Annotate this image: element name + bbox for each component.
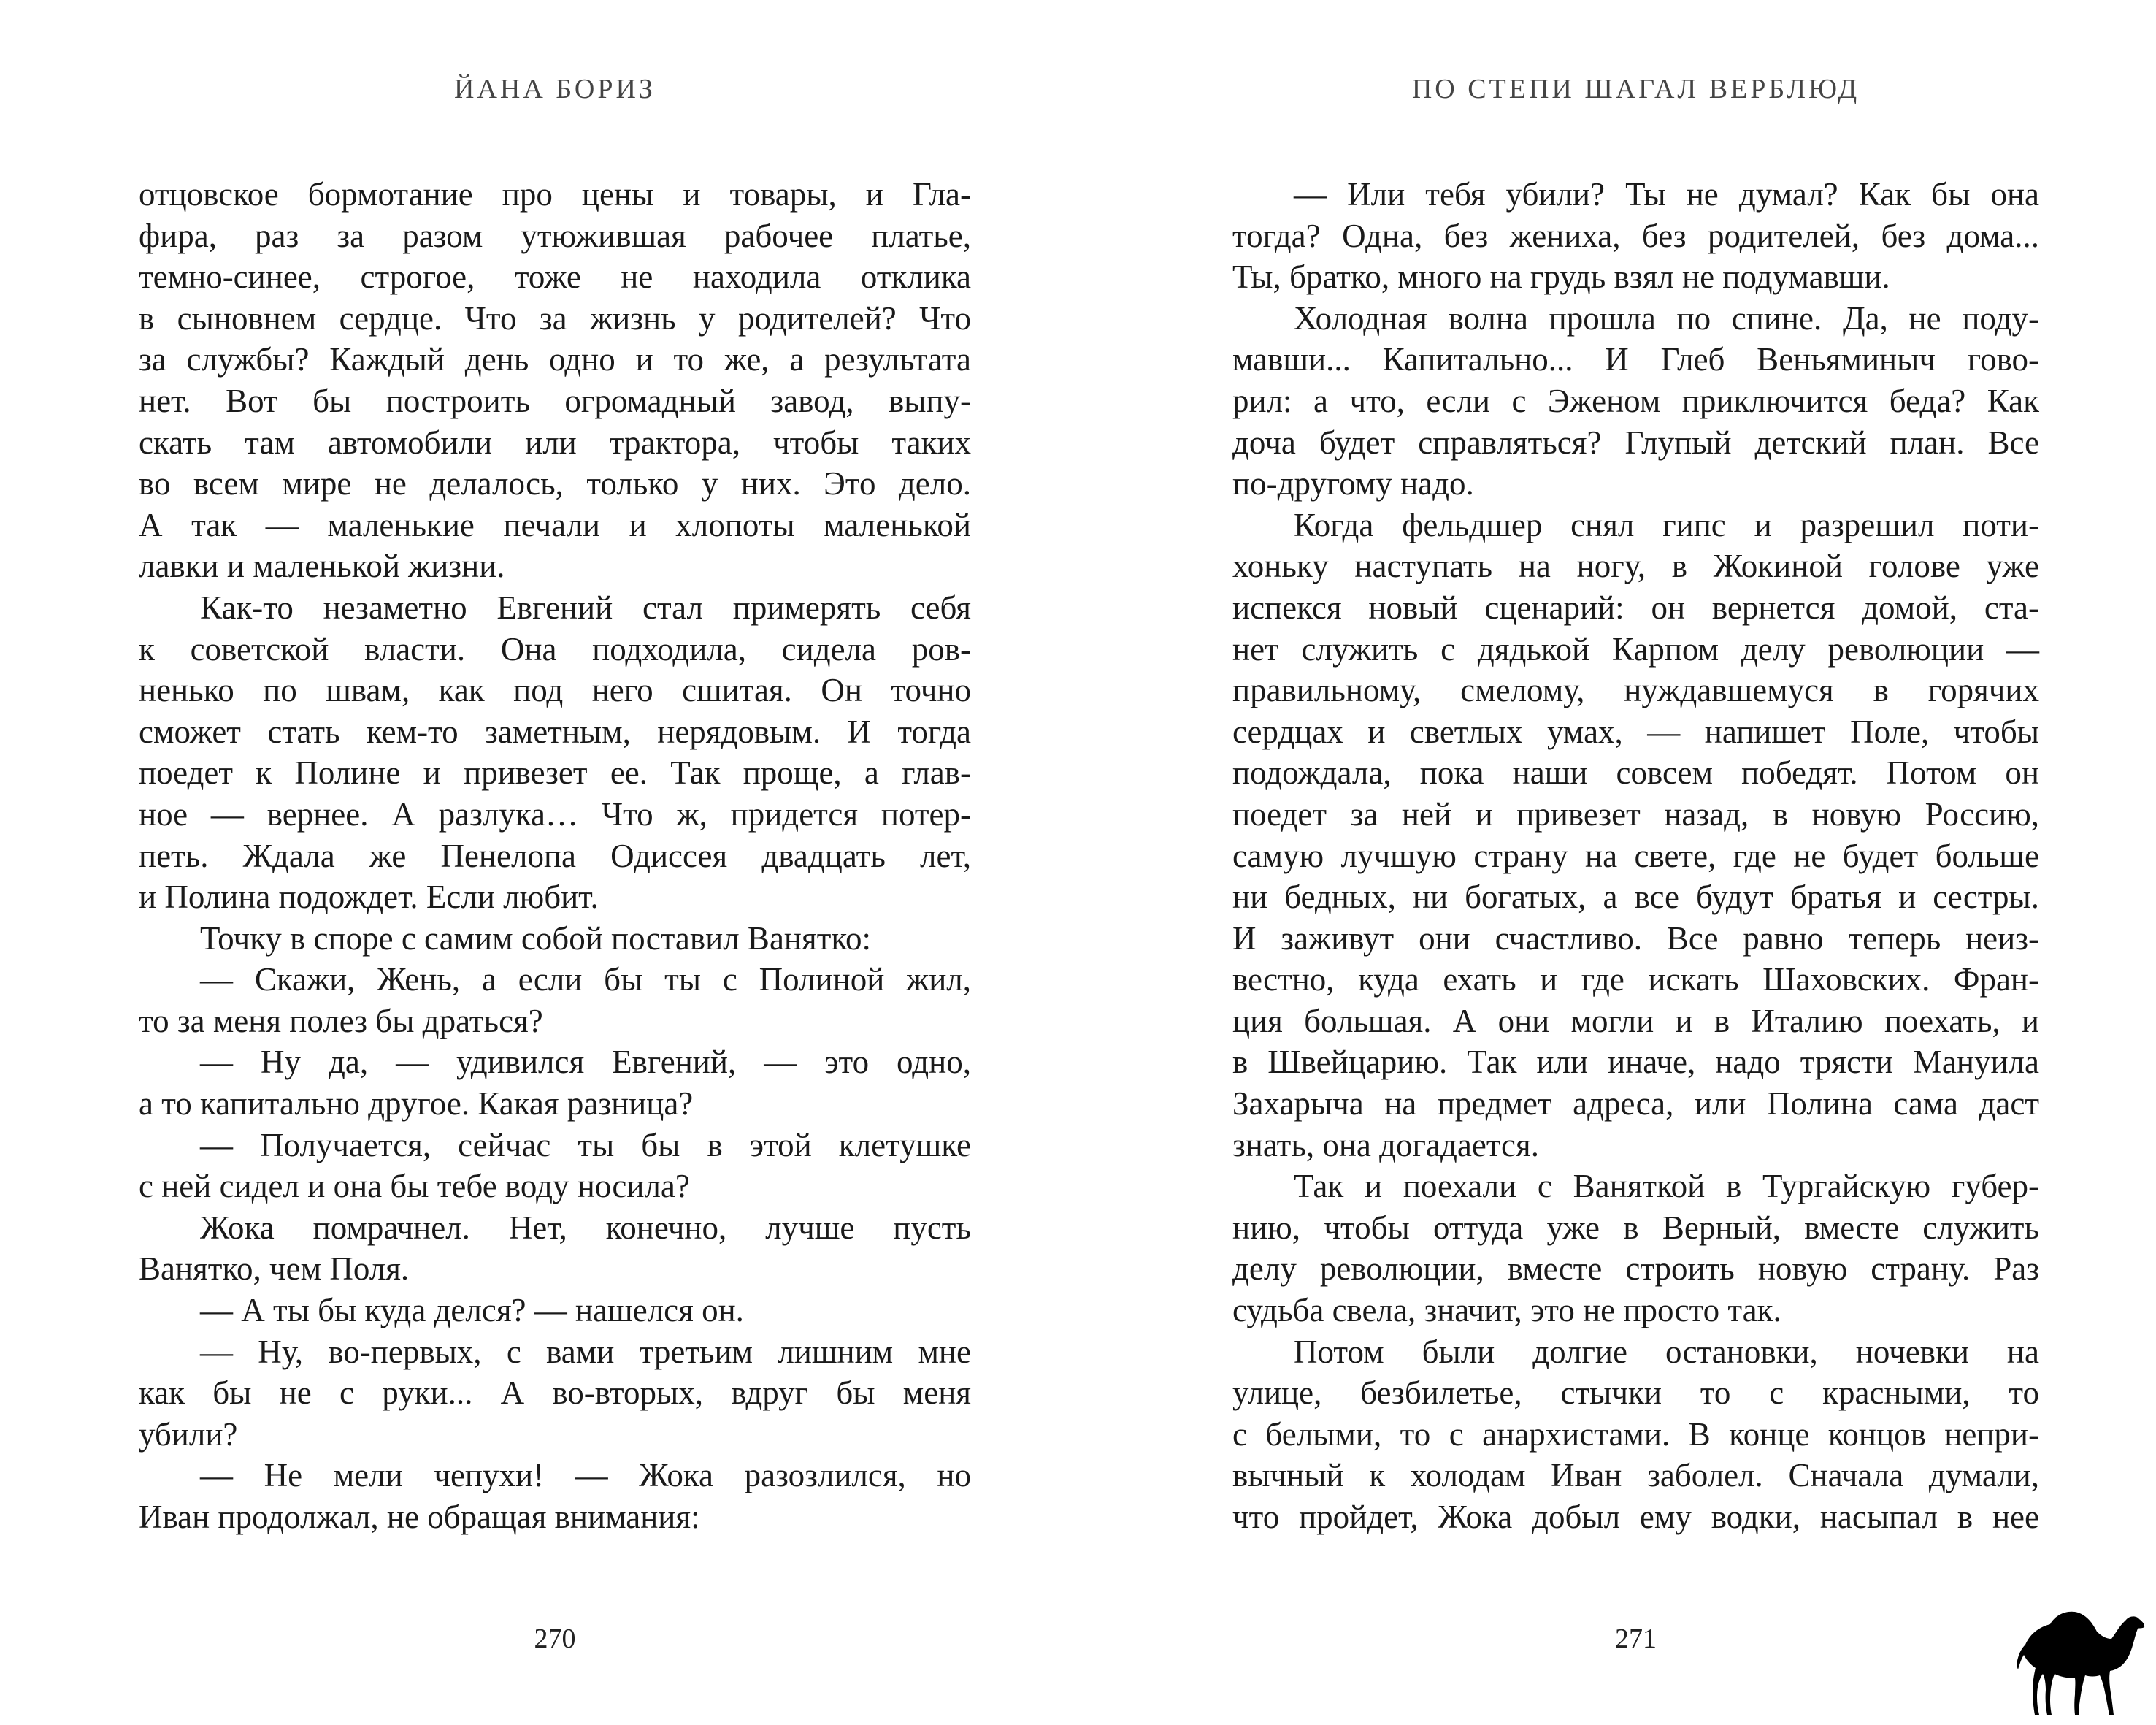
text-line: мавши... Капитально... И Глеб Веньяминыч гово-: [1232, 341, 2039, 378]
text-line: — Ну, во-первых, с вами третьим лишним мне: [200, 1333, 971, 1370]
text-line: ное — вернее. А разлука… Что ж, придется потер-: [139, 795, 971, 833]
text-line: по-другому надо.: [1232, 465, 1474, 502]
text-line: вычный к холодам Иван заболел. Сначала думали,: [1232, 1457, 2039, 1494]
text-line: подождала, пока наши совсем победят. Потом он: [1232, 754, 2039, 792]
text-line: Как-то незаметно Евгений стал примерять себя: [200, 589, 971, 626]
text-line: Холодная волна прошла по спине. Да, не поду-: [1294, 299, 2039, 337]
text-line: нет служить с дядькой Карпом делу революции —: [1232, 630, 2039, 668]
right-page-body: [1232, 174, 2039, 1538]
text-line: тогда? Одна, без жениха, без родителей, без дома...: [1232, 217, 2039, 254]
text-line: — Ну да, — удивился Евгений, — это одно,: [200, 1044, 971, 1081]
text-line: Когда фельдшер снял гипс и разрешил поти-: [1294, 506, 2039, 543]
text-line: Потом были долгие остановки, ночевки на: [1294, 1333, 2039, 1370]
camel-silhouette-icon: [2009, 1607, 2148, 1716]
text-line: с ней сидел и она бы тебе воду носила?: [139, 1168, 690, 1205]
text-line: к советской власти. Она подходила, сидела ров-: [139, 630, 971, 668]
text-line: нию, чтобы оттуда уже в Верный, вместе служить: [1232, 1209, 2039, 1246]
text-line: за службы? Каждый день одно и то же, а результата: [139, 341, 971, 378]
text-line: делу революции, вместе строить новую страну. Раз: [1232, 1250, 2039, 1288]
text-line: лавки и маленькой жизни.: [139, 548, 505, 585]
text-line: как бы не с руки... А во-вторых, вдруг бы меня: [139, 1374, 971, 1412]
text-line: темно-синее, строгое, тоже не находила отклика: [139, 259, 971, 296]
text-line: испекся новый сценарий: он вернется домой, ста-: [1232, 589, 2039, 626]
text-line: убили?: [139, 1415, 238, 1453]
text-line: петь. Ждала же Пенелопа Одиссея двадцать лет,: [139, 837, 971, 874]
text-line: Захарыча на предмет адреса, или Полина сама даст: [1232, 1085, 2039, 1122]
text-line: скать там автомобили или трактора, чтобы таких: [139, 424, 971, 461]
text-line: поедет за ней и привезет назад, в новую Россию,: [1232, 795, 2039, 833]
text-line: хоньку наступать на ногу, в Жокиной голове уже: [1232, 548, 2039, 585]
camel-body: [2017, 1612, 2145, 1715]
page-number-right: 271: [1615, 1623, 1657, 1654]
text-line: судьба свела, значит, это не просто так.: [1232, 1292, 1781, 1329]
left-page: [139, 0, 971, 1725]
text-line: знать, она догадается.: [1232, 1126, 1539, 1163]
text-line: Так и поехали с Ваняткой в Тургайскую губер-: [1294, 1168, 2039, 1205]
left-page-body: [139, 174, 971, 1538]
text-line: во всем мире не делалось, только у них. Это дело.: [139, 465, 971, 502]
text-line: А так — маленькие печали и хлопоты маленькой: [139, 506, 971, 543]
text-line: Ванятко, чем Поля.: [139, 1250, 410, 1288]
text-line: Иван продолжал, не обращая внимания:: [139, 1499, 700, 1535]
text-line: то за меня полез бы драться?: [139, 1002, 543, 1039]
text-line: правильному, смелому, нуждавшемуся в горячих: [1232, 672, 2039, 709]
text-line: ненько по швам, как под него сшитая. Он точно: [139, 672, 971, 709]
text-line: с белыми, то с анархистами. В конце концов непри-: [1232, 1415, 2039, 1453]
text-line: доча будет справляться? Глупый детский план. Все: [1232, 424, 2039, 461]
text-line: и Полина подождет. Если любит.: [139, 879, 599, 916]
text-line: — А ты бы куда делся? — нашелся он.: [200, 1292, 744, 1329]
text-line: отцовское бормотание про цены и товары, и Гла-: [139, 176, 971, 213]
text-line: улице, безбилетье, стычки то с красными, то: [1232, 1374, 2039, 1412]
text-line: нет. Вот бы построить огромадный завод, выпу-: [139, 382, 971, 419]
text-line: Точку в споре с самим собой поставил Ванятко:: [200, 919, 871, 957]
text-line: — Получается, сейчас ты бы в этой клетушке: [200, 1126, 971, 1163]
text-line: сердцах и светлых умах, — напишет Поле, чтобы: [1232, 713, 2039, 750]
text-line: — Не мели чепухи! — Жока разозлился, но: [200, 1457, 971, 1494]
text-line: в сыновнем сердце. Что за жизнь у родителей? Что: [139, 299, 971, 337]
running-head-author: ЙАНА БОРИЗ: [454, 74, 656, 104]
text-line: рил: а что, если с Эженом приключится беда? Как: [1232, 382, 2039, 419]
running-head-title: ПО СТЕПИ ШАГАЛ ВЕРБЛЮД: [1411, 74, 1860, 104]
text-line: а то капитально другое. Какая разница?: [139, 1085, 694, 1122]
text-line: фира, раз за разом утюжившая рабочее платье,: [139, 217, 971, 254]
text-line: что пройдет, Жока добыл ему водки, насыпал в нее: [1232, 1499, 2039, 1535]
text-line: — Скажи, Жень, а если бы ты с Полиной жил,: [200, 961, 971, 998]
text-line: — Или тебя убили? Ты не думал? Как бы она: [1294, 176, 2039, 213]
text-line: И заживут они счастливо. Все равно теперь неиз-: [1232, 919, 2039, 957]
text-line: вестно, куда ехать и где искать Шаховских. Фран-: [1232, 961, 2039, 998]
text-line: в Швейцарию. Так или иначе, надо трясти Мануила: [1232, 1044, 2039, 1081]
right-page: [1232, 0, 2039, 1725]
text-line: поедет к Полине и привезет ее. Так проще, а глав-: [139, 754, 971, 792]
page-number-left: 270: [534, 1623, 576, 1654]
text-line: самую лучшую страну на свете, где не будет больше: [1232, 837, 2039, 874]
text-line: Жока помрачнел. Нет, конечно, лучше пусть: [200, 1209, 971, 1246]
text-line: ция большая. А они могли и в Италию поехать, и: [1232, 1002, 2039, 1039]
text-line: сможет стать кем-то заметным, нерядовым. И тогда: [139, 713, 971, 750]
text-line: ни бедных, ни богатых, а все будут братья и сестры.: [1232, 879, 2039, 916]
text-line: Ты, братко, много на грудь взял не подумавши.: [1232, 259, 1890, 296]
